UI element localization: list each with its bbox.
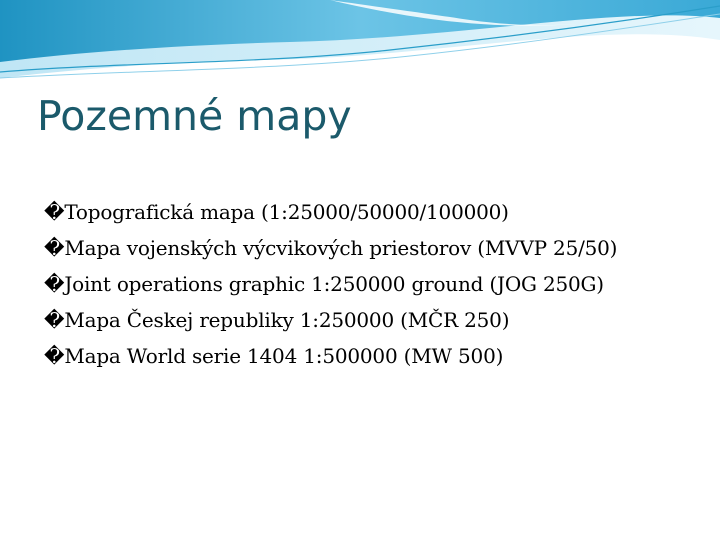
- bullet-item: [44, 194, 617, 230]
- bullet-item: [44, 302, 617, 338]
- bullet-text: Joint operations graphic 1:250000 ground (JOG 250G): [64, 272, 604, 296]
- bullet-list: [44, 194, 617, 374]
- bullet-marker-icon: �: [44, 200, 65, 224]
- bullet-marker-icon: �: [44, 344, 65, 368]
- bullet-text: Mapa World serie 1404 1:500000 (MW 500): [64, 344, 504, 368]
- bullet-text: Mapa vojenských výcvikových priestorov (MVVP 25/50): [64, 236, 618, 260]
- bullet-marker-icon: �: [44, 308, 65, 332]
- slide-title: Pozemné mapy: [37, 92, 352, 140]
- bullet-item: [44, 230, 617, 266]
- bullet-text: Topografická mapa (1:25000/50000/100000): [64, 200, 509, 224]
- bullet-marker-icon: �: [44, 272, 65, 296]
- bullet-item: [44, 338, 617, 374]
- bullet-marker-icon: �: [44, 236, 65, 260]
- bullet-text: Mapa Českej republiky 1:250000 (MČR 250): [64, 308, 510, 332]
- bullet-item: [44, 266, 617, 302]
- header-wave-decoration: [0, 0, 720, 90]
